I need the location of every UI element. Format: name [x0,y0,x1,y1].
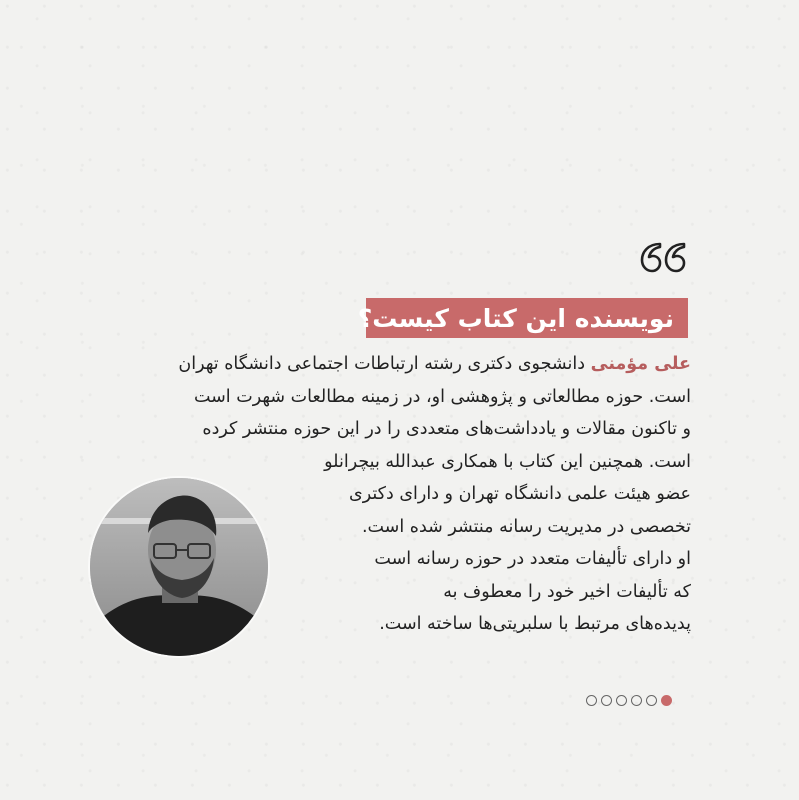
bio-line-4: است. همچنین این کتاب با همکاری عبدالله بیچرانلو [324,451,691,472]
bio-line-8: که تألیفات اخیر خود را معطوف به [443,581,691,602]
bio-line-5: عضو هیئت علمی دانشگاه تهران و دارای دکتری [349,484,691,504]
bio-line-3: و تاکنون مقالات و یادداشت‌های متعددی را در این حوزه منتشر کرده [202,419,691,439]
pagination-dot[interactable] [646,695,657,706]
bio-line-9: پدیده‌های مرتبط با سلبریتی‌ها ساخته است. [379,614,691,634]
author-photo [90,478,268,656]
author-name: علی مؤمنی [590,354,691,374]
bio-line-7: او دارای تألیفات متعدد در حوزه رسانه است [374,549,691,569]
bio-line-6: تخصصی در مدیریت رسانه منتشر شده است. [361,516,691,537]
title-banner [357,298,688,338]
pagination-dot[interactable] [586,695,597,706]
bio-line-1-text: دانشجوی دکتری رشته ارتباطات اجتماعی دانشگاه تهران [178,354,586,374]
page-title: نویسنده این کتاب کیست؟ [357,303,674,333]
pagination-dot[interactable] [601,695,612,706]
bio-line-1 [178,348,691,381]
pagination-dots [586,692,672,708]
pagination-dot[interactable] [616,695,627,706]
pagination-dot[interactable] [661,695,672,706]
quote-mark-icon [638,240,688,282]
bio-line-2: است. حوزه مطالعاتی و پژوهشی او، در زمینه مطالعات شهرت است [193,386,691,407]
pagination-dot[interactable] [631,695,642,706]
